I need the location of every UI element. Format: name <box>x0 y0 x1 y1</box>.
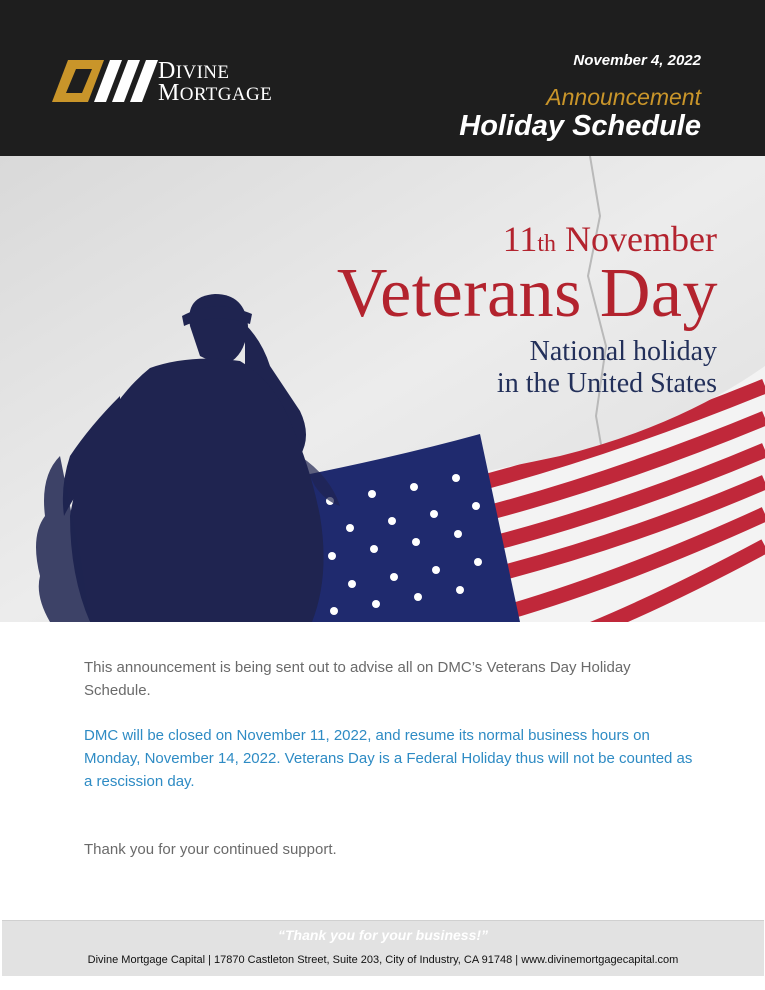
veterans-day-banner <box>0 156 765 622</box>
closure-paragraph: DMC will be closed on November 11, 2022, and resume its normal business hours on Monday, November 14, 2022. Veterans Day is a Federal Holiday thus will not be counted as a rescission day. <box>84 727 693 790</box>
announcement-date: November 4, 2022 <box>573 52 701 69</box>
banner-holiday-name: Veterans Day <box>336 255 718 332</box>
announcement-body <box>84 656 694 861</box>
footer-quote: “Thank you for your business!” <box>277 927 489 943</box>
header <box>0 0 765 156</box>
banner-date: 11th November <box>502 219 717 259</box>
page-title: Holiday Schedule <box>459 110 701 142</box>
announcement-label: Announcement <box>546 84 701 110</box>
footer-contact-info: Divine Mortgage Capital | 17870 Castleton Street, Suite 203, City of Industry, CA 91748 | www.divinemortgagecapital.com <box>87 954 679 966</box>
company-logo[interactable] <box>52 60 292 106</box>
banner-subtitle: National holiday in the United States <box>496 336 717 399</box>
logo-stripes-icon <box>52 60 160 104</box>
footer <box>2 920 764 976</box>
intro-paragraph: This announcement is being sent out to advise all on DMC’s Veterans Day Holiday Schedule. <box>84 659 631 699</box>
thank-you-paragraph: Thank you for your continued support. <box>84 841 337 858</box>
logo-wordmark: DIVINE MORTGAGE <box>158 58 273 106</box>
